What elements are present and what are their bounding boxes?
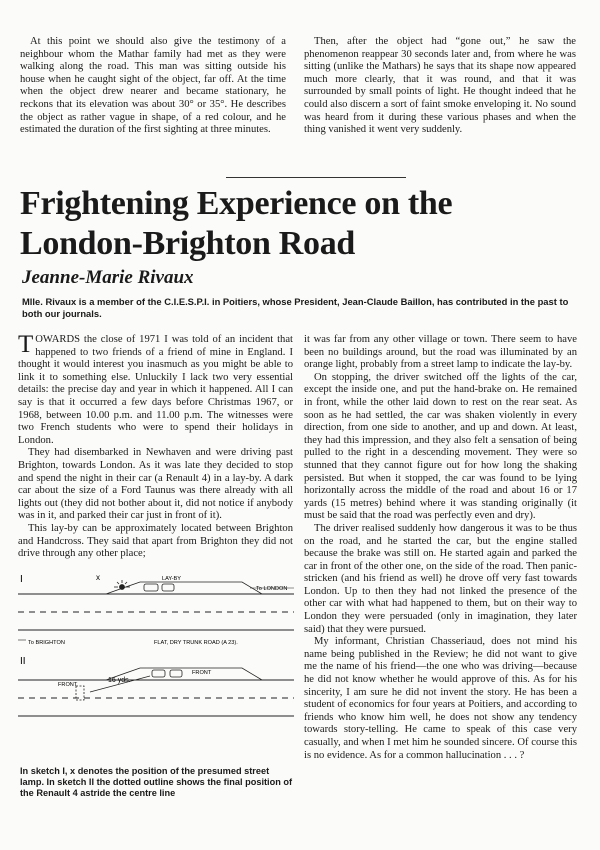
body-paragraph: They had disembarked in Newhaven and were driving past Brighton, towards London. As it was late they decided to stop and spend the night in their car (a Renault 4) in a lay-by. A dark car about the size of a Ford Taunus was there already with all lights out (they did not bother about it, did not notice if anybody was in it, and parked their car just in front of it). [18, 447, 293, 522]
car-icon [152, 670, 182, 677]
body-paragraph: it was far from any other village or town. There seem to have been no buildings around, but the road was illuminated by an orange light, probably from a street lamp to indicate the lay-by. [304, 334, 577, 371]
article-author: Jeanne-Marie Rivaux [22, 267, 194, 288]
drop-cap: T [18, 331, 34, 358]
lay-by-label: LAY-BY [162, 576, 181, 582]
sketch-2-label: II [20, 656, 26, 667]
car-icon [144, 584, 174, 591]
body-paragraph-text: OWARDS the close of 1971 I was told of an incident that happened to two friends of a friend of mine in England. I thought it would interest you inasmuch as you might be able to link it to something else. Unluckily I lack two very essential details: the precise day and year in which it happened. All I can say is that it occurred a few days before Christmas 1967, or 1968, between 10.00 p.m. and 11.00 p.m. The witnesses were two French students who were to spend their holidays in London. [18, 334, 293, 446]
front-label: FRONT [58, 682, 78, 688]
author-intro: Mlle. Rivaux is a member of the C.I.E.S.P.I. in Poitiers, whose President, Jean-Claude Baillon, has contributed in the past to both our journals. [22, 296, 569, 319]
top-left-column [20, 36, 286, 137]
top-right-paragraph: Then, after the object had “gone out,” he saw the phenomenon reappear 30 seconds later and, from where he was sitting (unlike the Mathars) he says that its shape now appeared much more clearly, that it was round, and that it was surrounded by small points of light. He thought indeed that he could also discern a sort of faint smoke enveloping it. No sound was heard from it during these various phases and when the thing vanished it went very suddenly. [304, 36, 576, 136]
body-paragraph: The driver realised suddenly how dangerous it was to be thus on the road, and he started the car, but the engine stalled because the brake was still on. He started again and parked the car in front of the other one, on the side of the road. Then panic-stricken (and his friend as well) he drove off very fast towards London. Up to then they had not linked the presence of the other car with what had happened to them, but on their way to London they were persuaded (only in imagination, they later said) that they were pursued. [304, 522, 577, 635]
body-paragraph: This lay-by can be approximately located between Brighton and Handcross. They said that apart from Brighton they did not drive through any other place; [18, 522, 293, 560]
body-left-column [18, 331, 293, 561]
to-london-label: To LONDON [256, 586, 288, 592]
article-title: Frightening Experience on the London-Brighton Road [20, 185, 453, 262]
top-left-paragraph: At this point we should also give the testimony of a neighbour whom the Mathar family had met as they were walking along the road. This man was sitting outside his house when he caught sight of the object, far off. At the time when the object drew nearer and became stationary, he reckons that its elevation was about 30° or 35°. He describes the object as rather vague in shape, of a red colour, and he estimated the duration of the first sighting at three minutes. [20, 36, 286, 136]
distance-label: 16 yds. [108, 677, 131, 684]
road-label: FLAT, DRY TRUNK ROAD (A 23). [154, 640, 238, 646]
front-label: FRONT [192, 670, 212, 676]
body-paragraph [18, 331, 293, 447]
to-brighton-label: To BRIGHTON [28, 640, 65, 646]
section-divider [226, 177, 406, 178]
road-sketch [14, 568, 296, 762]
x-mark: x [96, 573, 100, 582]
body-paragraph: My informant, Christian Chasseriaud, does not mind his name being published in the Review; he did not want to give me the name of his friend—the one who was driving—because he did not know whether he would approve of this. As for his sincerity, I am sure he did not invent the story. He has been a student of economics for four years at Poitiers, and according to friends who know him well, he does not show any tendency towards story-telling. He came to speak of this case very casually, and when I met him he sounded sincere. Of course this is no evidence. As for a common hallucination . . . ? [304, 636, 577, 761]
sketch-caption: In sketch I, x denotes the position of the presumed street lamp. In sketch II the dotted outline shows the final position of the Renault 4 astride the centre line [20, 766, 293, 799]
body-right-column [304, 334, 577, 762]
sketch-1-label: I [20, 574, 23, 585]
top-right-column [304, 36, 576, 137]
lay-by-outline [106, 582, 262, 594]
body-paragraph: On stopping, the driver switched off the lights of the car, except the inside one, and put the hand-brake on. He remained in front, while the other laid down to rest on the rear seat. As soon as he had settled, the car was shaken violently in every direction, from one side to another, and up and down. At least, they had this impression, and they also felt a sensation of being pulled to the right in a descending movement. They were so stunned that they cannot figure out for how long the shaking persisted. But when it stopped, the car was found to be lying horizontally across the middle of the road and about 16 or 17 yards (15 metres) behind where it was standing originally (it must be said that the road was perfectly even and dry). [304, 371, 577, 522]
